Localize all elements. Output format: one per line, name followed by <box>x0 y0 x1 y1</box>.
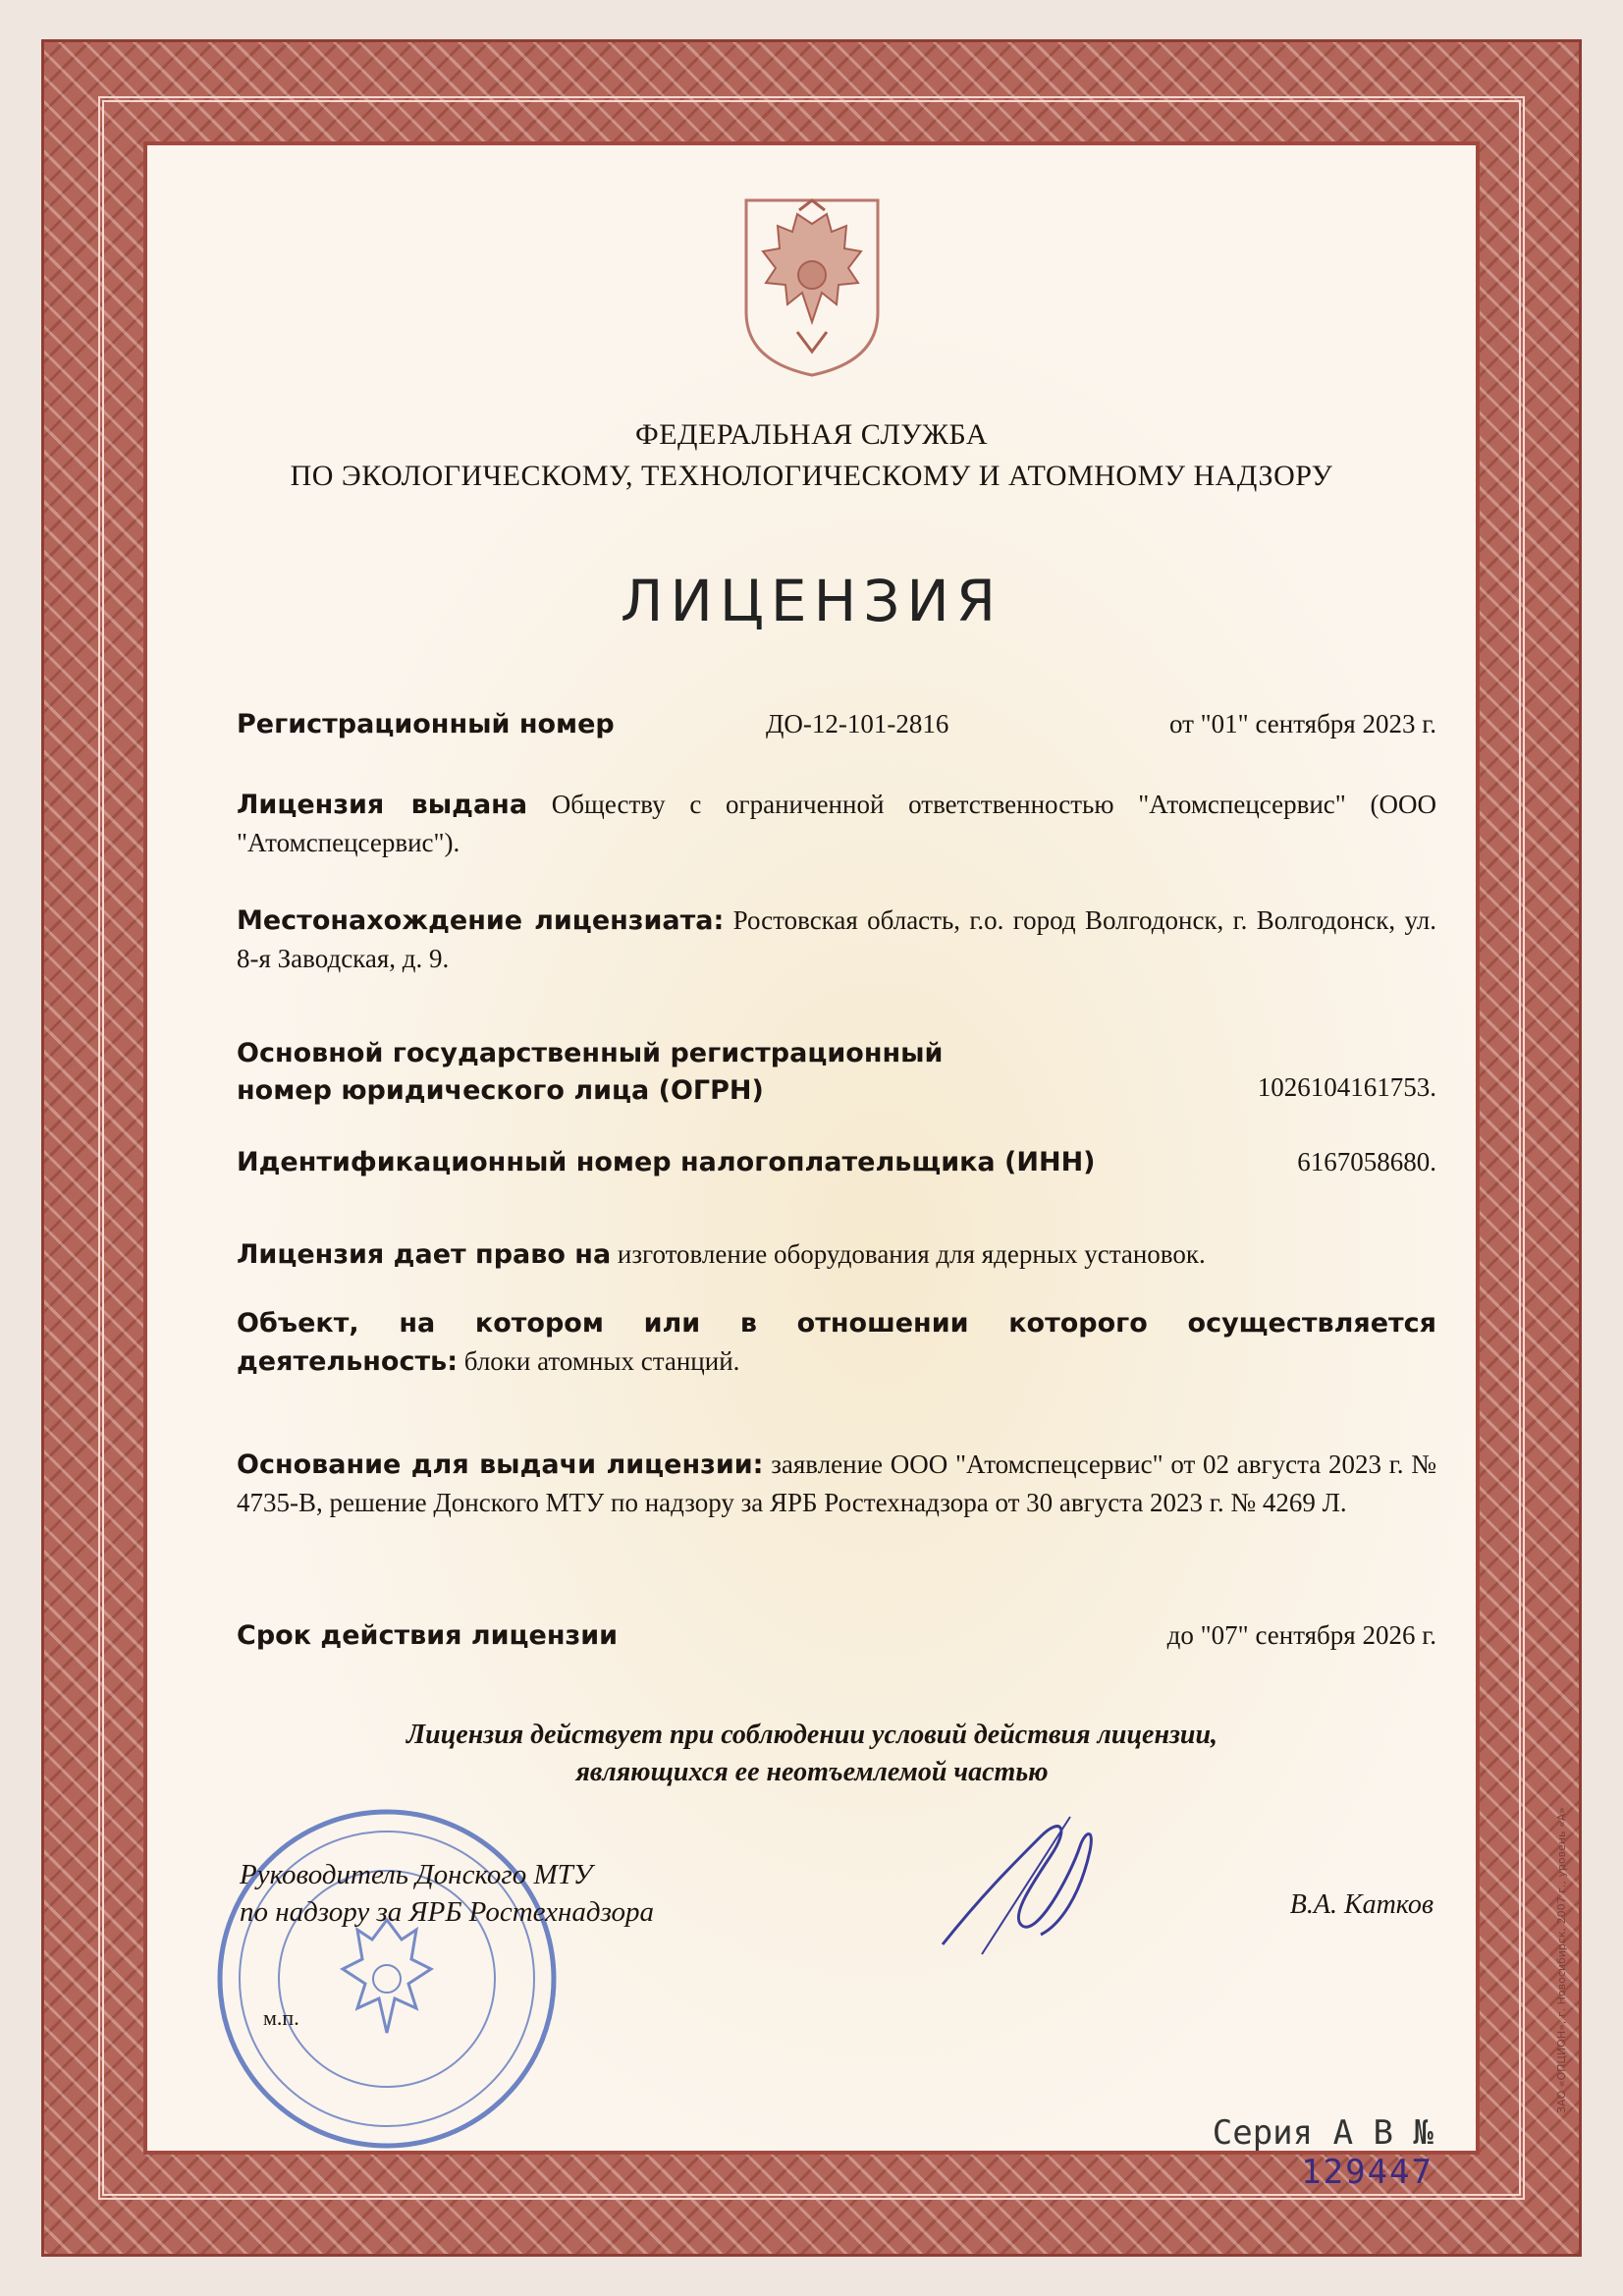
issued-to <box>237 786 1436 861</box>
ogrn-label-line-2: номер юридического лица (ОГРН) <box>237 1075 764 1106</box>
official-seal-icon <box>210 1802 564 2156</box>
issued-to-label: Лицензия выдана <box>237 790 528 820</box>
registration-label: Регистрационный номер <box>237 709 615 739</box>
signatory-title-line-1: Руководитель Донского МТУ <box>240 1859 593 1890</box>
activity-object-label: Объект, на котором или в отношении которого осуществляется деятельность: <box>237 1308 1436 1377</box>
closing-note-line-2: являющихся ее неотъемлемой частью <box>575 1757 1049 1787</box>
registration-number: ДО-12-101-2816 <box>766 709 949 738</box>
seal-place-mark: м.п. <box>263 2005 299 2030</box>
signatory-title-line-2: по надзору за ЯРБ Ростехнадзора <box>240 1896 655 1928</box>
ogrn-value: 1026104161753. <box>1257 1072 1436 1102</box>
issued-to-text: Обществу с ограниченной ответственностью "Атомспецсервис" (ООО "Атомспецсервис"). <box>237 790 1436 857</box>
ogrn-label <box>237 1035 943 1110</box>
signatory-title <box>240 1856 654 1931</box>
inn-value: 6167058680. <box>1297 1147 1436 1176</box>
activity-object <box>237 1304 1436 1381</box>
closing-note <box>237 1717 1387 1791</box>
location <box>237 902 1436 977</box>
series-letters: А В <box>1332 2113 1394 2153</box>
license-right-text: изготовление оборудования для ядерных установок. <box>617 1239 1206 1269</box>
agency-name-line-1: ФЕДЕРАЛЬНАЯ СЛУЖБА <box>635 418 988 451</box>
location-text: Ростовская область, г.о. город Волгодонск, г. Волгодонск, ул. 8-я Заводская, д. 9. <box>237 905 1436 973</box>
coat-of-arms-icon <box>738 194 886 379</box>
activity-object-text: блоки атомных станций. <box>463 1346 740 1376</box>
ogrn-label-line-1: Основной государственный регистрационный <box>237 1038 944 1068</box>
document-title: ЛИЦЕНЗИЯ <box>620 568 1003 634</box>
series-label: Серия <box>1212 2113 1314 2153</box>
issuance-basis <box>237 1446 1436 1521</box>
signatory-name: В.А. Катков <box>1289 1889 1434 1920</box>
series-number: 129447 <box>1301 2153 1434 2192</box>
license-right-label: Лицензия дает право на <box>237 1239 612 1270</box>
license-right <box>237 1235 1436 1274</box>
agency-name-line-2: ПО ЭКОЛОГИЧЕСКОМУ, ТЕХНОЛОГИЧЕСКОМУ И АТОМНОМУ НАДЗОРУ <box>290 460 1333 492</box>
series-number-sign: № <box>1413 2113 1434 2153</box>
form-series <box>1109 2113 1434 2192</box>
handwritten-signature-icon <box>923 1807 1139 1964</box>
issuance-basis-label: Основание для выдачи лицензии: <box>237 1449 764 1480</box>
location-label: Местонахождение лицензиата: <box>237 905 725 936</box>
closing-note-line-1: Лицензия действует при соблюдении условий действия лицензии, <box>406 1720 1218 1750</box>
inn-label: Идентификационный номер налогоплательщика (ИНН) <box>237 1147 1096 1177</box>
issuance-basis-text: заявление ООО "Атомспецсервис" от 02 августа 2023 г. № 4735-В, решение Донского МТУ по надзору за ЯРБ Ростехнадзора от 30 августа 2023 г. № 4269 Л. <box>237 1449 1437 1517</box>
printer-imprint: ЗАО «ОПЦИОН», г. Новосибирск, 2007 г., уровень «А» <box>1555 1807 1568 2113</box>
registration-date: от "01" сентября 2023 г. <box>1168 709 1436 738</box>
validity-label: Срок действия лицензии <box>237 1620 619 1651</box>
validity-value: до "07" сентября 2026 г. <box>1166 1620 1436 1650</box>
